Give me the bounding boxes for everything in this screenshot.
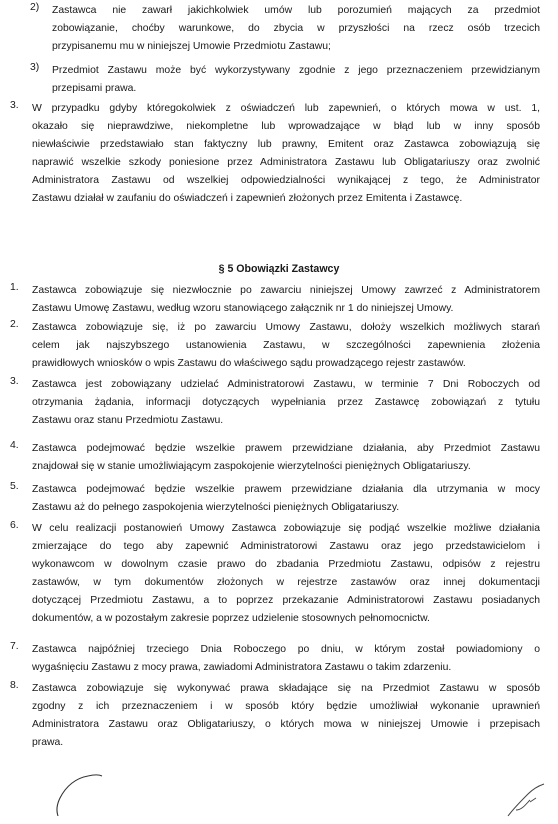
item-number: 6. <box>10 520 19 531</box>
text-line: okazało się nieprawdziwe, niekompletne lub wprowadzające w błąd lub w inny sposób <box>32 121 540 132</box>
text-line: zobowiązanie, choćby warunkowe, do zbycia w przyszłości na rzecz osób trzecich <box>52 23 540 34</box>
text-line: otrzymania żądania, informacji dotyczących wypełniania przez Zastawcę zobowiązań z tytułu <box>32 397 540 408</box>
text-line: Zastawu oraz stanu Przedmiotu Zastawu. <box>32 415 224 426</box>
text-line: niewłaściwie przedstawiało stan faktyczny lub prawny, Emitent oraz Zastawca zobowiązują się <box>32 139 540 150</box>
paragraph-text <box>32 100 540 208</box>
item-text <box>32 376 540 430</box>
text-line: zgodny z ich przeznaczeniem i w sposób który będzie umożliwiał wykonanie uprawnień <box>32 701 540 712</box>
text-line: Zastawca zobowiązuje się, iż po zawarciu Umowy Zastawu, dołoży wszelkich możliwych starań <box>32 322 540 333</box>
item-text <box>32 520 540 628</box>
item-text <box>32 680 540 752</box>
subclause-text <box>52 62 540 98</box>
text-line: Zastawca podejmować będzie wszelkie prawem przewidziane działania, aby Przedmiot Zastawu <box>32 443 540 454</box>
text-line: wykonawcom w dowolnym czasie prawo do zbadania Przedmiotu Zastawu, odpisów z rejestru <box>32 559 540 570</box>
text-line: prawa. <box>32 737 64 748</box>
item-number: 7. <box>10 641 19 652</box>
text-line: przepisami prawa. <box>52 83 137 94</box>
text-line: zmierzające do tego aby zapewnić Administratorowi Zastawu oraz jego przedstawicielom i <box>32 541 540 552</box>
text-line: naprawić wszelkie szkody poniesione przez Administratora Zastawu lub Obligatariuszy oraz zwolnić <box>32 157 540 168</box>
subclause-number: 3) <box>30 62 40 73</box>
item-text <box>32 319 540 373</box>
text-line: Administratora Zastawu od wszelkiej odpowiedzialności wynikającej z tego, że Administrator <box>32 175 540 186</box>
item-number: 2. <box>10 319 19 330</box>
item-text <box>32 440 540 476</box>
text-line: Zastawca podejmować będzie wszelkie prawem przewidziane działania dla utrzymania w mocy <box>32 484 540 495</box>
text-line: Zastawu działał w zaufaniu do oświadczeń i zapewnień złożonych przez Emitenta i Zastawcę. <box>32 193 463 204</box>
text-line: dokumentów, a w pozostałym zakresie poprzez udzielenie stosownych pełnomocnictw. <box>32 613 430 624</box>
text-line: Zastawu aż do pełnego zaspokojenia wierzytelności pieniężnych Obligatariuszy. <box>32 502 400 513</box>
text-line: Zastawca nie zawarł jakichkolwiek umów lub porozumień mających za przedmiot <box>52 5 540 16</box>
section-heading: § 5 Obowiązki Zastawcy <box>218 263 340 275</box>
item-number: 1. <box>10 282 19 293</box>
text-line: Zastawca jest zobowiązany udzielać Administratorowi Zastawu, w terminie 7 Dni Roboczych od <box>32 379 540 390</box>
paragraph-number: 3. <box>10 100 19 111</box>
signature-initial-right <box>500 780 550 820</box>
item-text <box>32 481 540 517</box>
text-line: Przedmiot Zastawu może być wykorzystywany zgodnie z jego przeznaczeniem przewidzianym <box>52 65 540 76</box>
item-number: 3. <box>10 376 19 387</box>
signature-initial-left <box>48 770 108 820</box>
text-line: Zastawu Umowę Zastawu, według wzoru stanowiącego załącznik nr 1 do niniejszej Umowy. <box>32 303 454 314</box>
subclause-number: 2) <box>30 2 40 13</box>
text-line: celem jak najszybszego ustanowienia Zastawu, w szczególności zapewnienia złożenia <box>32 340 540 351</box>
text-line: przypisanemu mu w niniejszej Umowie Przedmiotu Zastawu; <box>52 41 331 52</box>
text-line: W celu realizacji postanowień Umowy Zastawca zobowiązuje się podjąć wszelkie możliwe działania <box>32 523 540 534</box>
text-line: Administratora Zastawu oraz Obligatariuszy, o których mowa w niniejszej Umowie i przepisach <box>32 719 540 730</box>
text-line: W przypadku gdyby któregokolwiek z oświadczeń lub zapewnień, o których mowa w ust. 1, <box>32 103 540 114</box>
text-line: prawidłowych wniosków o wpis Zastawu do właściwego sądu prowadzącego rejestr zastawów. <box>32 358 466 369</box>
item-number: 5. <box>10 481 19 492</box>
item-text <box>32 641 540 677</box>
text-line: wygaśnięciu Zastawu z mocy prawa, zawiadomi Administratora Zastawu o takim zdarzeniu. <box>32 662 452 673</box>
text-line: Zastawca zobowiązuje się wykonywać prawa składające się na Przedmiot Zastawu w sposób <box>32 683 540 694</box>
text-line: Zastawca zobowiązuje się niezwłocznie po zawarciu niniejszej Umowy zawrzeć z Administratorem <box>32 285 540 296</box>
item-number: 4. <box>10 440 19 451</box>
item-text <box>32 282 540 318</box>
text-line: dotyczącej Przedmiotu Zastawu, a to poprzez przekazanie Administratorowi Zastawu posiadanych <box>32 595 540 606</box>
text-line: Zastawca najpóźniej trzeciego Dnia Roboczego po dniu, w którym został powiadomiony o <box>32 644 540 655</box>
text-line: zastawów, w tym dokumentów złożonych w rejestrze zastawów oraz innej dokumentacji <box>32 577 540 588</box>
subclause-text <box>52 2 540 56</box>
item-number: 8. <box>10 680 19 691</box>
text-line: znajdował się w stanie umożliwiającym zaspokojenie wierzytelności pieniężnych Obligatariuszy. <box>32 461 471 472</box>
